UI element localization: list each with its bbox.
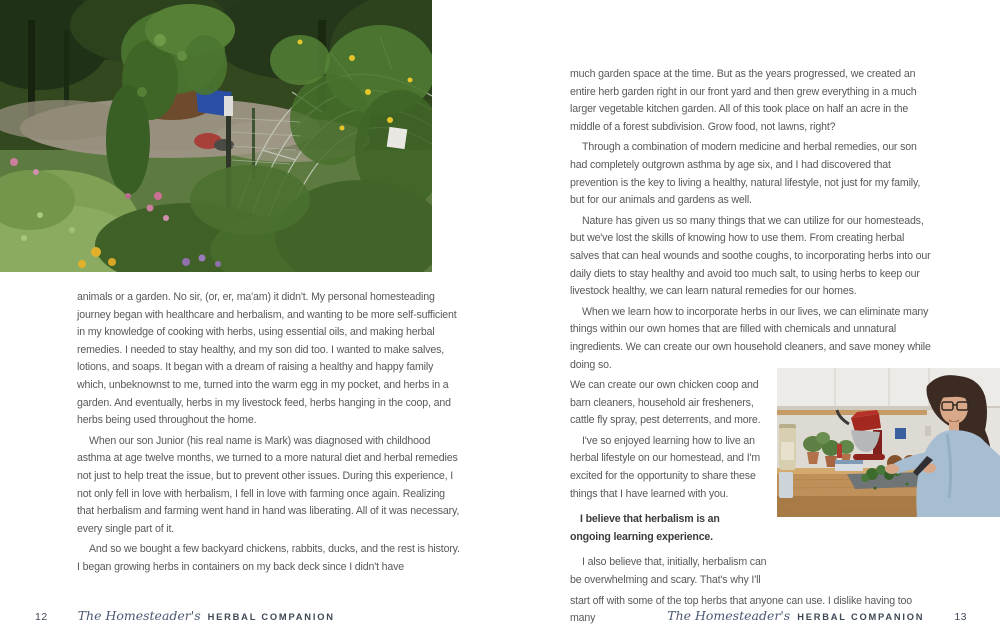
right-page-text-column <box>570 66 936 631</box>
paragraph: animals or a garden. No sir, (or, er, ma'am) it didn't. My personal homesteading journey began with healthcare and herbalism, and wanting to be more self-sufficient in my knowledge of cooking with herbs, using essential oils, and making herbal remedies. I needed to stay healthy, and my son did too. I wanted to make salves, lotions, and soaps. It began with a dream of raising a healthy and happy family which, unbeknownst to me, turned into the warm egg in my pocket, and herbs in a garden. And eventually, herbs in my livestock feed, herbs hanging in the coop, and herbs being used throughout the home. <box>77 291 457 427</box>
paragraph-wrapping-photo: We can create our own chicken coop and barn cleaners, household air fresheners, cattle fly spray, pest deterrents, and more. <box>570 379 761 427</box>
paragraph: start off with some of the top herbs that anyone can use. I dislike having too many <box>570 594 913 625</box>
garden-photo-illustration <box>0 0 432 272</box>
left-page-text-column <box>77 289 461 580</box>
garden-photo <box>0 0 432 272</box>
paragraph-wrapping-photo: I've so enjoyed learning how to live an herbal lifestyle on our homestead, and I'm excited for the opportunity to share these things that I have learned with you. <box>570 434 761 500</box>
paragraph: much garden space at the time. But as the years progressed, we created an entire herb garden right in our front yard and then grew everything in a much larger vegetable kitchen garden. All of this took place on half an acre in the middle of a forest subdivision. Grow food, not lawns, right? <box>570 68 917 133</box>
right-page-footer <box>667 607 967 625</box>
kitchen-photo-illustration <box>777 368 1000 517</box>
paragraph: When we learn how to incorporate herbs in our lives, we can eliminate many things within our own homes that are filled with chemicals and unnatural ingredients. We can create our own household cleaners, and save money while doing so. <box>570 305 931 371</box>
kitchen-photo <box>777 368 1000 517</box>
paragraph: And so we bought a few backyard chickens, rabbits, ducks, and the rest is history. I began growing herbs in containers on my back deck since I didn't have <box>77 543 460 573</box>
paragraph: Through a combination of modern medicine and herbal remedies, our son had completely outgrown asthma by age six, and I had discovered that prevention is the key to living a healthy, natural lifestyle, not just for my family, but for our animals and gardens as well. <box>570 141 921 207</box>
series-title-script: The Homesteader's <box>77 608 201 623</box>
left-page-number: 12 <box>35 611 48 623</box>
right-page-number: 13 <box>954 611 967 623</box>
paragraph-wrapping-photo: I also believe that, initially, herbalism can be overwhelming and scary. That's why I'll <box>570 556 767 587</box>
paragraph: Nature has given us so many things that we can utilize for our homesteads, but we've lost the skills of knowing how to use them. From creating herbal salves that can heal wounds and soothe coughs, to incorporating herbs into our daily diets to stay healthy and avoid too much salt, to using herbs to keep our livestock healthy, we can learn natural remedies for our homes. <box>570 214 931 298</box>
left-page-footer <box>35 607 335 625</box>
series-title-caps: HERBAL COMPANION <box>207 612 335 622</box>
series-title-caps: HERBAL COMPANION <box>797 612 925 622</box>
series-title-script: The Homesteader's <box>667 608 791 623</box>
bold-statement: I believe that herbalism is an ongoing learning experience. <box>570 513 720 543</box>
paragraph: When our son Junior (his real name is Mark) was diagnosed with childhood asthma at age twelve months, we turned to a more natural diet and herbal remedies not just to help treat the issue, but to prevent other issues. During this experience, I not only fell in love with herbalism, I fell in love with farming once again. Realizing that herbalism and farming went hand in hand was liberating. All of it was necessary, every single part of it. <box>77 434 460 535</box>
